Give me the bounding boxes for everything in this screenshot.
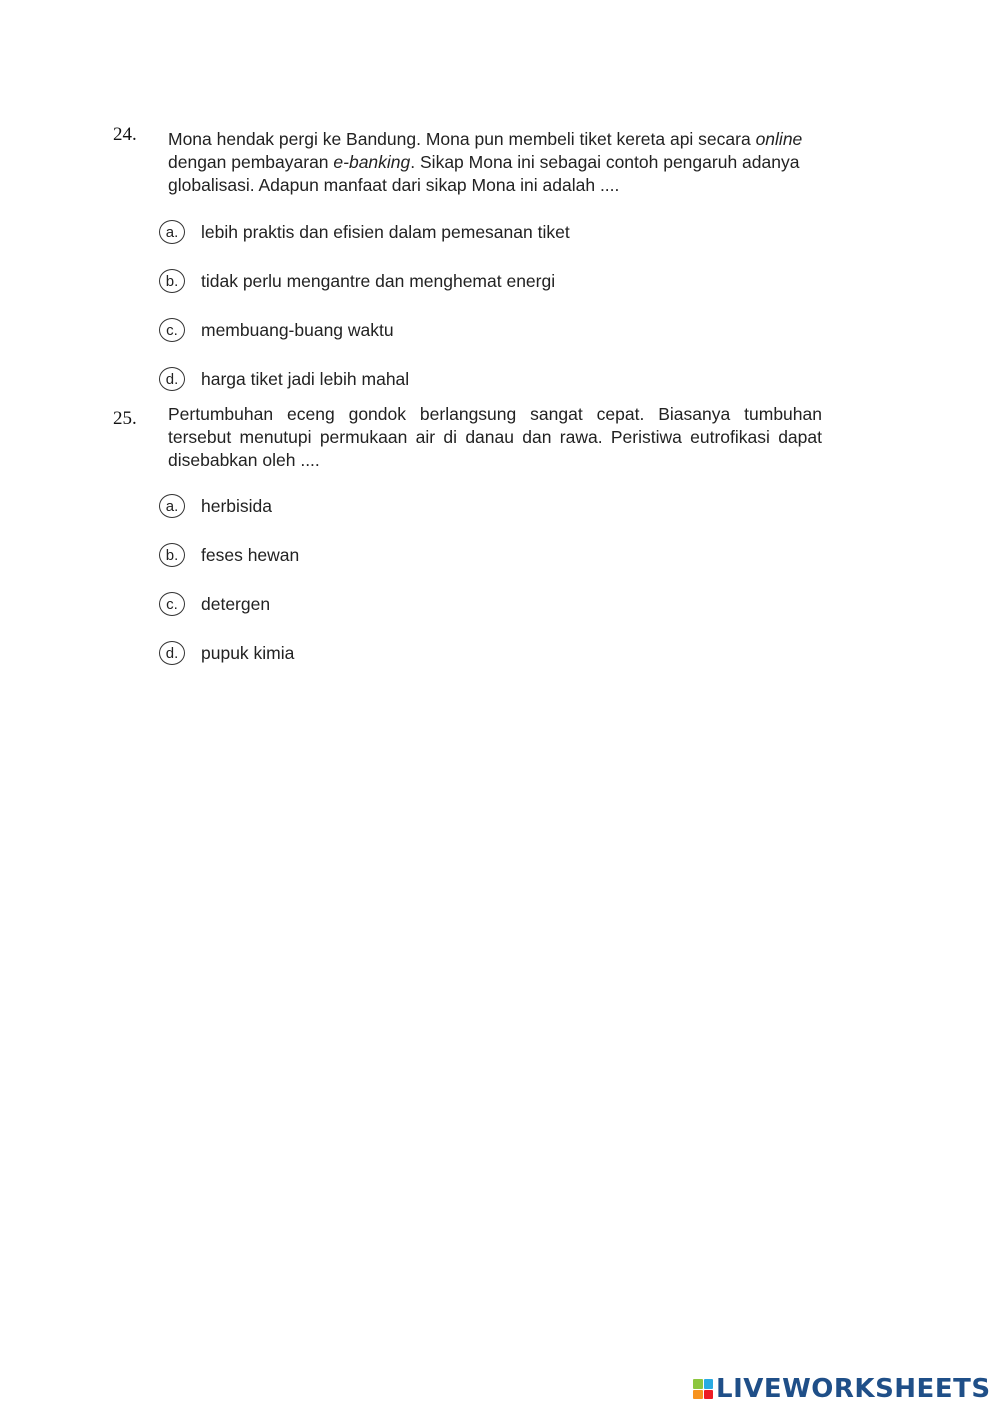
option-letter-badge: b. [159,543,185,567]
option-letter-badge: d. [159,367,185,391]
option-25-c[interactable] [159,591,270,617]
option-text: detergen [201,593,271,614]
option-text: tidak perlu mengantre dan menghemat energi [201,270,556,291]
option-24-c[interactable] [159,317,394,343]
logo-text: LIVEWORKSHEETS [716,1374,991,1404]
question-line [168,128,822,151]
logo-mark-icon [693,1379,713,1399]
option-letter-badge: a. [159,494,185,518]
option-text: feses hewan [201,544,300,565]
option-text: harga tiket jadi lebih mahal [201,368,410,389]
option-text: pupuk kimia [201,642,295,663]
option-text: membuang-buang waktu [201,319,394,340]
option-25-b[interactable] [159,542,299,568]
option-25-a[interactable] [159,493,272,519]
option-letter-badge: c. [159,592,185,616]
option-letter-badge: c. [159,318,185,342]
question-line: globalisasi. Adapun manfaat dari sikap Mona ini adalah .... [168,175,620,195]
logo-mark-square [693,1379,703,1389]
option-letter-badge: a. [159,220,185,244]
option-letter-badge: d. [159,641,185,665]
logo-mark-square [704,1390,714,1400]
option-24-b[interactable] [159,268,555,294]
question-number: 24. [113,124,137,145]
option-25-d[interactable] [159,640,294,666]
question-text [168,128,822,197]
logo-mark-square [704,1379,714,1389]
question-number: 25. [113,408,137,429]
option-letter-badge: b. [159,269,185,293]
question-line [168,151,822,174]
question-text-italic: e-banking [333,152,411,172]
option-24-a[interactable] [159,219,570,245]
liveworksheets-logo [693,1376,991,1402]
option-24-d[interactable] [159,366,409,392]
question-text-italic: online [755,129,803,149]
option-text: lebih praktis dan efisien dalam pemesanan tiket [201,221,570,242]
logo-mark-square [693,1390,703,1400]
question-text-span: dengan pembayaran [168,152,334,172]
option-text: herbisida [201,495,273,516]
question-text-span: . Sikap Mona ini sebagai contoh pengaruh adanya [410,152,800,172]
question-text: Pertumbuhan eceng gondok berlangsung sangat cepat. Biasanya tumbuhan tersebut menutupi permukaan air di danau dan rawa. Peristiwa eutrofikasi dapat disebabkan oleh .... [168,404,822,470]
question-text-span: Mona hendak pergi ke Bandung. Mona pun membeli tiket kereta api secara [168,129,756,149]
